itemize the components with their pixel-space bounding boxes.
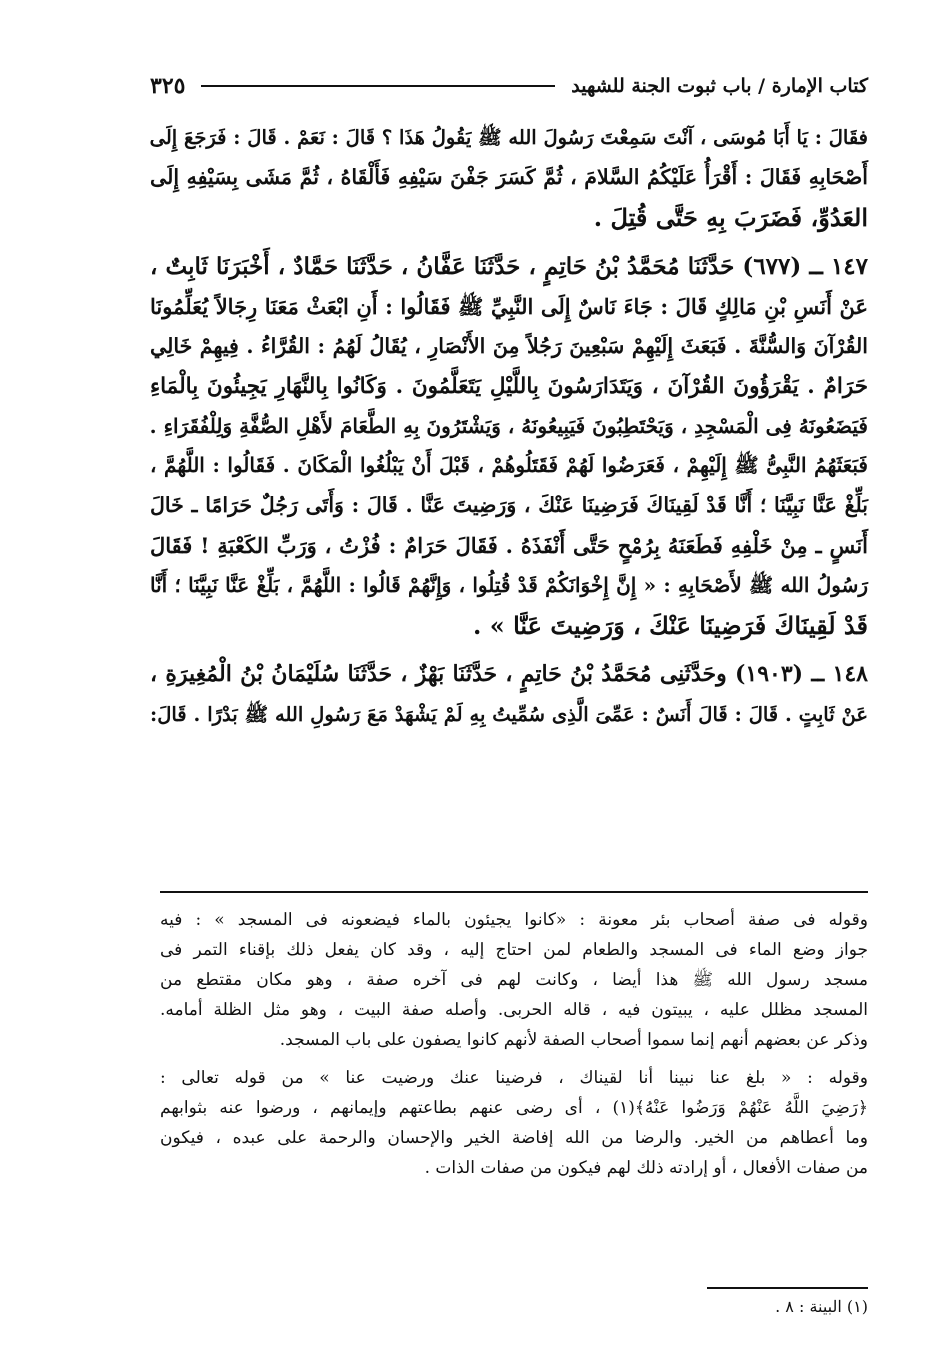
text-line: العَدُوِّ، فَضَرَبَ بِهِ حَتَّى قُتِلَ . <box>593 202 868 232</box>
hadith-paragraph <box>150 247 868 645</box>
text-line: أَصْحَابِهِ فَقَالَ : أَقْرَأُ عَلَيْكُمُ السَّلامَ ، ثُمَّ كَسَرَ جَفْنَ سَيْفِهِ فَأَلْقَاهُ ، ثُمَّ مَشَى بِسَيْفِهِ إِلَى <box>150 164 868 189</box>
commentary-paragraph <box>160 905 868 1055</box>
text-line: فَيَضَعُونَهُ فِى الْمَسْجِدِ ، وَيَحْتَطِبُونَ فَيَبِيعُونَهُ ، وَيَشْتَرُونَ بِهِ الطَّعَامَ لأَهْلِ الصُّفَّةِ وَلِلْفُقَرَاءِ . <box>149 413 868 438</box>
text-line: رَسُولُ الله ﷺ لأَصْحَابِهِ : « إِنَّ إِخْوَانَكُمْ قَدْ قُتِلُوا ، وَإِنَّهُمْ قَالُوا : اللَّهُمَّ ، بَلِّغْ عَنَّا نَبِيَّنَا ؛ أَنَّا <box>150 572 868 597</box>
text-line: عَنْ أَنَسِ بْنِ مَالِكٍ قَالَ : جَاءَ نَاسٌ إِلَى النَّبِيِّ ﷺ فَقَالُوا : أَنِ ابْعَثْ مَعَنَا رِجَالاً يُعَلِّمُونَا <box>150 294 868 320</box>
chapter-title: كتاب الإمارة / باب ثبوت الجنة للشهيد <box>571 75 868 97</box>
hadith-paragraph <box>150 118 868 237</box>
note-line: المسجد مظلل عليه ، يبيتون فيه ، قاله الحربى. وأصله صفة البيت ، وهو مثل الظلة أمامه. <box>160 1000 868 1020</box>
text-line: فقَالَ : يَا أَبَا مُوسَى ، آنْتَ سَمِعْتَ رَسُولَ الله ﷺ يَقُولُ هَذَا ؟ قَالَ : نَعَمْ . قَالَ : فَرَجَعَ إِلَى <box>149 126 868 149</box>
page-number: ٣٢٥ <box>150 73 186 99</box>
note-line: وذكر عن بعضهم أنهم إنما سموا أصحاب الصفة لأنهم كانوا يصفون على باب المسجد. <box>279 1030 868 1050</box>
commentary-paragraph <box>160 1063 868 1183</box>
note-line: من صفات الأفعال ، أو إرادته ذلك لهم فيكون من صفات الذات . <box>424 1158 868 1178</box>
note-line: وقوله فى صفة أصحاب بئر معونة : «كانوا يجيئون بالماء فيضعونه فى المسجد » : فيه <box>160 910 868 930</box>
text-line: القُرْآنَ وَالسُّنَّةَ . فَبَعَثَ إِلَيْهِمْ سَبْعِينَ رَجُلاً مِنَ الأَنْصَارِ ، يُقَالُ لَهُمُ : القُرَّاءُ . فِيهِمْ خَالِي <box>150 333 868 358</box>
text-line: بَلِّغْ عَنَّا نَبِيَّنَا ؛ أَنَّا قَدْ لَقِينَاكَ فَرَضِينَا عَنْكَ ، وَرَضِيتَ عَنَّا . قَالَ : وَأَتَى رَجُلٌ حَرَامًا ـ خَالَ <box>150 493 868 518</box>
note-line: وما أعطاهم من الخير. والرضا من الله إفاضة الخير والإحسان والرحمة على عبده ، فيكون <box>160 1128 868 1148</box>
footnote: (١) البينة : ٨ . <box>775 1297 868 1316</box>
text-line: أَنَسٍ ـ مِنْ خَلْفِهِ فَطَعَنَهُ بِرُمْحٍ حَتَّى أَنْفَذَهُ . فَقَالَ حَرَامٌ : فُزْتُ ، وَرَبِّ الكَعْبَةِ ! فَقَالَ <box>150 532 868 558</box>
text-line: عَنْ ثَابِتٍ . قَالَ : قَالَ أَنَسٌ : عَمِّىَ الَّذِى سُمِّيتُ بِهِ لَمْ يَشْهَدْ مَعَ رَسُولِ الله ﷺ بَدْرًا . قَالَ: <box>150 703 868 727</box>
hadith-paragraph <box>150 655 868 735</box>
note-line: مسجد رسول الله ﷺ هذا أيضا ، وكانت لهم فى آخره صفة ، وهو مكان مقتطع من <box>160 970 868 990</box>
note-line: وقوله : « بلغ عنا نبينا أنا لقيناك ، فرضينا عنك ورضيت عنا » من قوله تعالى : <box>160 1068 868 1088</box>
hadith-text <box>150 118 868 745</box>
footnote-separator <box>707 1287 868 1289</box>
header-rule <box>201 85 555 87</box>
text-line: قَدْ لَقِينَاكَ فَرَضِينَا عَنْكَ ، وَرَضِيتَ عَنَّا » . <box>473 610 868 640</box>
text-line: حَرَامٌ . يَقْرَؤُونَ القُرْآنَ ، وَيَتَدَارَسُونَ بِاللَّيْلِ يَتَعَلَّمُونَ . وَكَانُوا بِالنَّهَارِ يَجِيئُونَ بِالْمَاءِ <box>150 373 868 399</box>
text-line: فَبَعَثَهُمُ النَّبِىُّ ﷺ إِلَيْهِمْ ، فَعَرَضُوا لَهُمْ فَقَتَلُوهُمْ ، قَبْلَ أَنْ يَبْلُغُوا الْمَكَانَ . فَقَالُوا : اللَّهُمَّ ، <box>150 453 868 478</box>
commentary <box>160 905 868 1191</box>
note-line: ﴿رَضِيَ اللَّهُ عَنْهُمْ وَرَضُوا عَنْهُ﴾(١) ، أى رضى عنهم بطاعتهم وإيمانهم ، ورضوا عنه بثوابهم <box>160 1098 868 1118</box>
text-line: ١٤٨ ــ (١٩٠٣) وحَدَّثَنِى مُحَمَّدُ بْنُ حَاتِمٍ ، حَدَّثَنَا بَهْزٌ ، حَدَّثَنَا سُلَيْمَانُ بْنُ الْمُغِيرَةِ ، <box>150 661 868 688</box>
text-line: ١٤٧ ــ (٦٧٧) حَدَّثَنَا مُحَمَّدُ بْنُ حَاتِمٍ ، حَدَّثَنَا عَفَّانُ ، حَدَّثَنَا حَمَّادٌ ، أَخْبَرَنَا ثَابِتٌ ، <box>150 253 869 281</box>
note-line: جواز وضع الماء فى المسجد والطعام لمن احتاج إليه ، وقد كان يفعل ذلك بإقناء التمر فى <box>160 940 868 960</box>
commentary-separator <box>160 891 868 893</box>
running-header <box>150 66 868 106</box>
